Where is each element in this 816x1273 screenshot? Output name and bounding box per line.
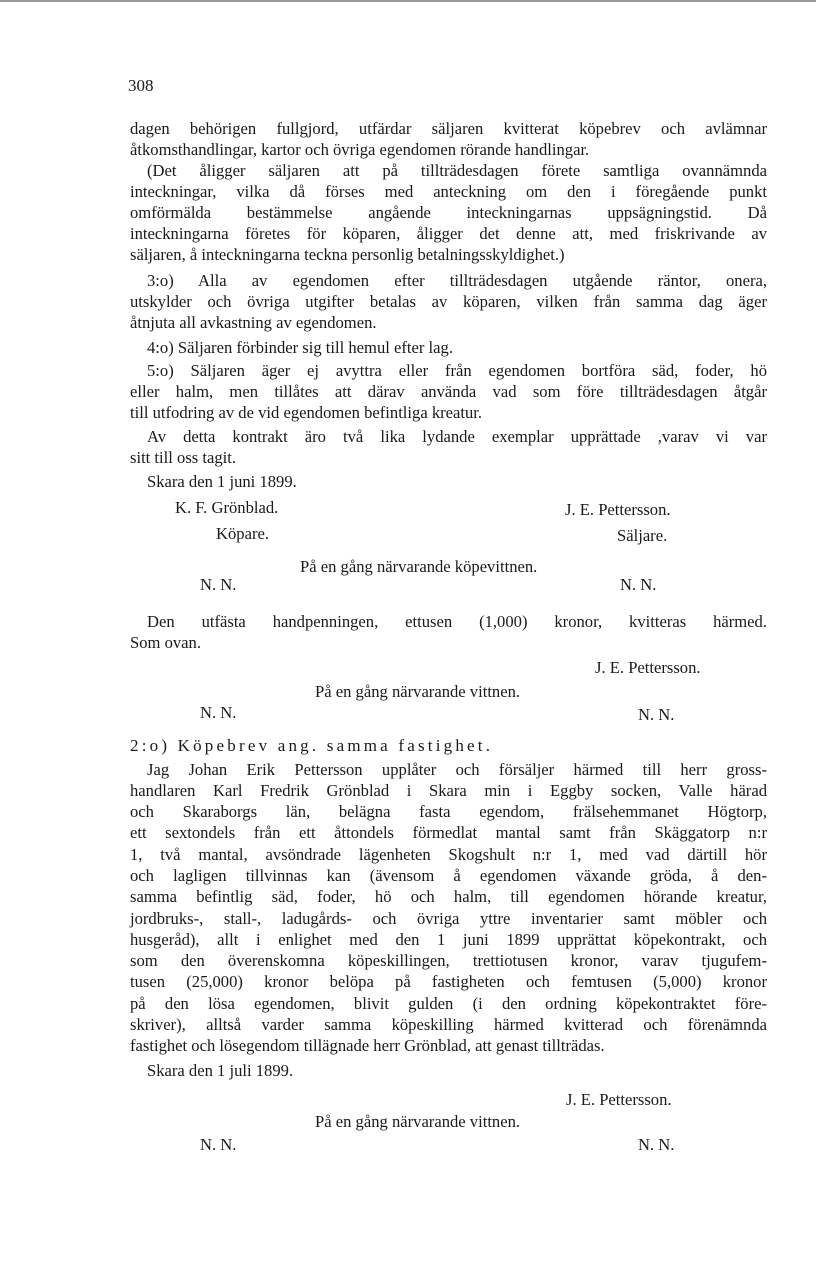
text-line: och Skaraborgs län, belägna fasta egendom, frälsehemmanet Högtorp, (130, 802, 767, 821)
text-line: eller halm, men tillåtes att därav använda vad som före tillträdesdagen åtgår (130, 382, 767, 401)
seller-signature: J. E. Pettersson. (566, 1090, 672, 1109)
text-line: skriver), alltså varder samma köpeskilling härmed kvitterad och förenämnda (130, 1015, 767, 1034)
text-line: omförmälda bestämmelse angående inteckningarnas uppsägningstid. Då (130, 203, 767, 222)
text-line: samma befintlig säd, foder, hö och halm, till egendomen hörande kreatur, (130, 887, 767, 906)
text-line: husgeråd), allt i enlighet med den 1 juni 1899 upprättat köpekontrakt, och (130, 930, 767, 949)
text-line: och lagligen tillvinnas kan (ävensom å egendomen växande gröda, å den- (130, 866, 767, 885)
text-line: jordbruks-, stall-, ladugårds- och övriga yttre inventarier samt möbler och (130, 909, 767, 928)
text-line: 4:o) Säljaren förbinder sig till hemul efter lag. (147, 338, 453, 357)
text-line: åtnjuta all avkastning av egendomen. (130, 313, 377, 332)
text-line: inteckningar, vilka då förses med anteckning om den i föregående punkt (130, 182, 767, 201)
text-line: Av detta kontrakt äro två lika lydande exemplar upprättade ,varav vi var (147, 427, 767, 446)
text-line: som den överenskomna köpeskillingen, trettiotusen kronor, varav tjugufem- (130, 951, 767, 970)
text-line: till utfodring av de vid egendomen befintliga kreatur. (130, 403, 483, 422)
page-number: 308 (128, 76, 154, 95)
date-line: Skara den 1 juni 1899. (147, 472, 297, 491)
text-line: handlaren Karl Fredrik Grönblad i Skara min i Eggby socken, Valle härad (130, 781, 767, 800)
text-line: fastighet och lösegendom tillägnade herr Grönblad, att genast tillträdas. (130, 1036, 605, 1055)
witness-right: N. N. (638, 705, 675, 724)
section-heading: 2:o) Köpebrev ang. samma fastighet. (130, 736, 494, 755)
date-line: Skara den 1 juli 1899. (147, 1061, 294, 1080)
text-line: dagen behörigen fullgjord, utfärdar säljaren kvitterat köpebrev och avlämnar (130, 119, 767, 138)
text-line: (Det åligger säljaren att på tillträdesdagen förete samtliga ovannämnda (147, 161, 767, 180)
witness-left: N. N. (200, 575, 237, 594)
witness-right: N. N. (638, 1135, 675, 1154)
text-line: Jag Johan Erik Pettersson upplåter och försäljer härmed till herr gross- (147, 760, 767, 779)
witness-right: N. N. (620, 575, 657, 594)
seller-role: Säljare. (617, 526, 668, 545)
seller-signature: J. E. Pettersson. (565, 500, 671, 519)
top-rule (0, 0, 816, 2)
text-line: 3:o) Alla av egendomen efter tillträdesdagen utgående räntor, onera, (147, 271, 767, 290)
text-line: åtkomsthandlingar, kartor och övriga egendomen rörande handlingar. (130, 140, 590, 159)
text-line: sitt till oss tagit. (130, 448, 237, 467)
text-line: inteckningarna företes för köparen, åligger det denne att, med friskrivande av (130, 224, 767, 243)
text-line: Den utfästa handpenningen, ettusen (1,000) kronor, kvitteras härmed. (147, 612, 767, 631)
text-line: utskylder och övriga utgifter betalas av köparen, vilken från samma dag äger (130, 292, 767, 311)
witness-left: N. N. (200, 1135, 237, 1154)
seller-signature: J. E. Pettersson. (595, 658, 701, 677)
text-line: på den lösa egendomen, blivit gulden (i den ordning köpekontraktet före- (130, 994, 767, 1013)
witnesses-caption: På en gång närvarande vittnen. (315, 1112, 521, 1131)
witnesses-caption: På en gång närvarande vittnen. (315, 682, 521, 701)
text-line: 5:o) Säljaren äger ej avyttra eller från egendomen bortföra säd, foder, hö (147, 361, 767, 380)
witness-left: N. N. (200, 703, 237, 722)
text-line: säljaren, å inteckningarna teckna personlig betalningsskyldighet.) (130, 245, 565, 264)
witnesses-caption: På en gång närvarande köpevittnen. (300, 557, 538, 576)
text-line: Som ovan. (130, 633, 201, 652)
text-line: tusen (25,000) kronor belöpa på fastigheten och femtusen (5,000) kronor (130, 972, 767, 991)
buyer-role: Köpare. (216, 524, 269, 543)
text-line: ett sextondels från ett åttondels förmedlat mantal samt från Skäggatorp n:r (130, 823, 767, 842)
buyer-signature: K. F. Grönblad. (175, 498, 279, 517)
text-line: 1, två mantal, avsöndrade lägenheten Skogshult n:r 1, med vad därtill hör (130, 845, 767, 864)
